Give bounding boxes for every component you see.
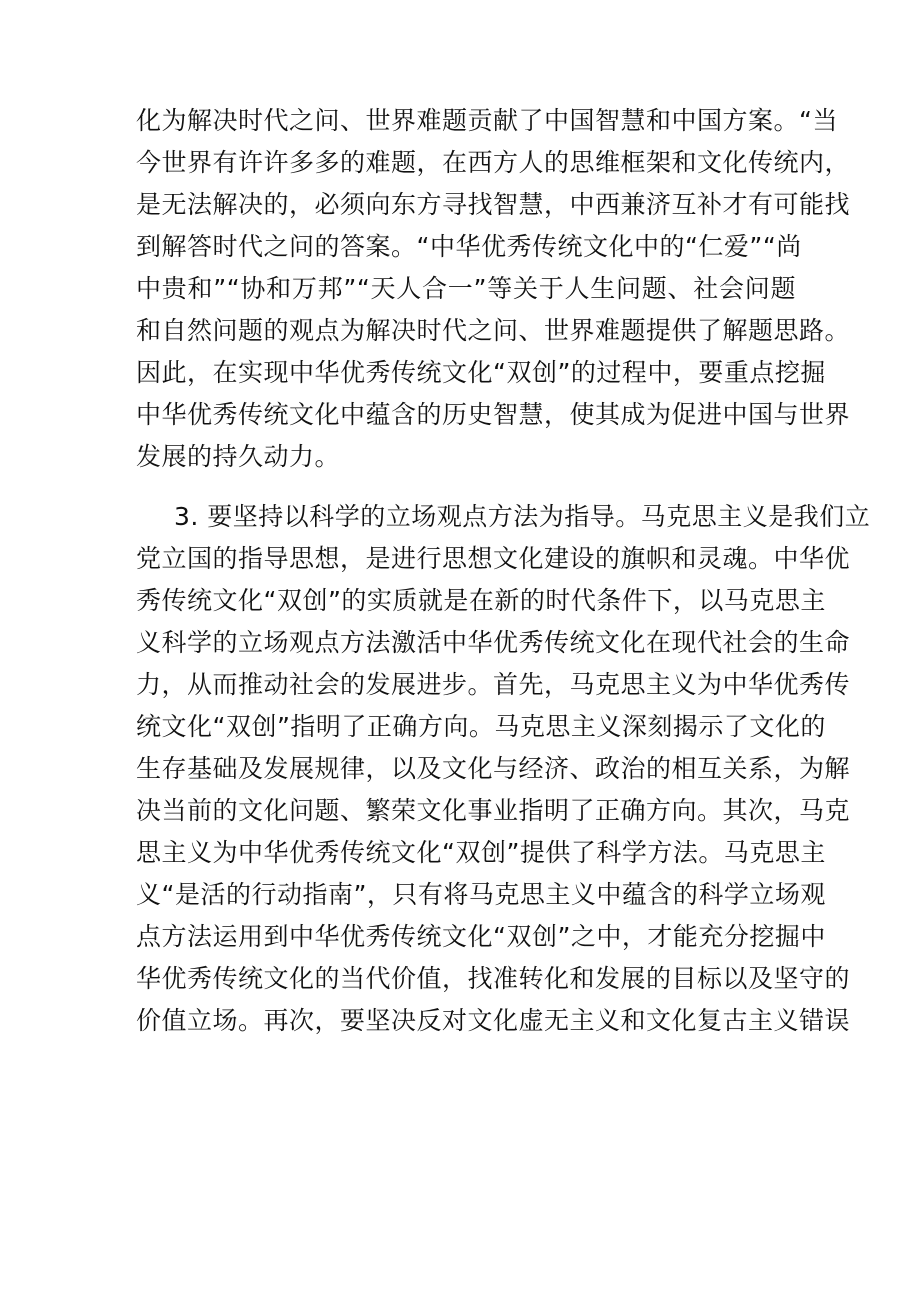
text-line: 秀传统文化“双创”的实质就是在新的时代条件下，以马克思主 xyxy=(136,586,826,615)
text-line: 因此，在实现中华优秀传统文化“双创”的过程中，要重点挖掘 xyxy=(136,358,826,387)
text-line: 发展的持久动力。 xyxy=(136,442,341,471)
text-line: 中贵和”“协和万邦”“天人合一”等关于人生问题、社会问题 xyxy=(136,274,796,303)
text-line: 生存基础及发展规律，以及文化与经济、政治的相互关系，为解 xyxy=(136,754,851,783)
text-line: 党立国的指导思想，是进行思想文化建设的旗帜和灵魂。中华优 xyxy=(136,544,851,573)
text-line: 化为解决时代之问、世界难题贡献了中国智慧和中国方案。“当 xyxy=(136,106,838,135)
text-line: 今世界有许许多多的难题，在西方人的思维框架和文化传统内， xyxy=(136,148,851,177)
text-line: 力，从而推动社会的发展进步。首先，马克思主义为中华优秀传 xyxy=(136,670,851,699)
text-line: 华优秀传统文化的当代价值，找准转化和发展的目标以及坚守的 xyxy=(136,964,851,993)
text-line: 决当前的文化问题、繁荣文化事业指明了正确方向。其次，马克 xyxy=(136,796,851,825)
text-line: 中华优秀传统文化中蕴含的历史智慧，使其成为促进中国与世界 xyxy=(136,400,851,429)
text-line: 点方法运用到中华优秀传统文化“双创”之中，才能充分挖掘中 xyxy=(136,922,826,951)
paragraph-2 xyxy=(136,496,871,1042)
text-line: 义科学的立场观点方法激活中华优秀传统文化在现代社会的生命 xyxy=(136,628,851,657)
paragraph-1 xyxy=(136,100,851,478)
text-line: 和自然问题的观点为解决时代之问、世界难题提供了解题思路。 xyxy=(136,316,851,345)
text-line: 价值立场。再次，要坚决反对文化虚无主义和文化复古主义错误 xyxy=(136,1006,851,1035)
text-line: 是无法解决的，必须向东方寻找智慧，中西兼济互补才有可能找 xyxy=(136,190,851,219)
text-line: 3. 要坚持以科学的立场观点方法为指导。马克思主义是我们立 xyxy=(174,502,871,531)
text-line: 义“是活的行动指南”，只有将马克思主义中蕴含的科学立场观 xyxy=(136,880,826,909)
text-line: 思主义为中华优秀传统文化“双创”提供了科学方法。马克思主 xyxy=(136,838,826,867)
text-line: 统文化“双创”指明了正确方向。马克思主义深刻揭示了文化的 xyxy=(136,712,826,741)
text-line: 到解答时代之问的答案。“中华优秀传统文化中的“仁爱”“尚 xyxy=(136,232,802,261)
